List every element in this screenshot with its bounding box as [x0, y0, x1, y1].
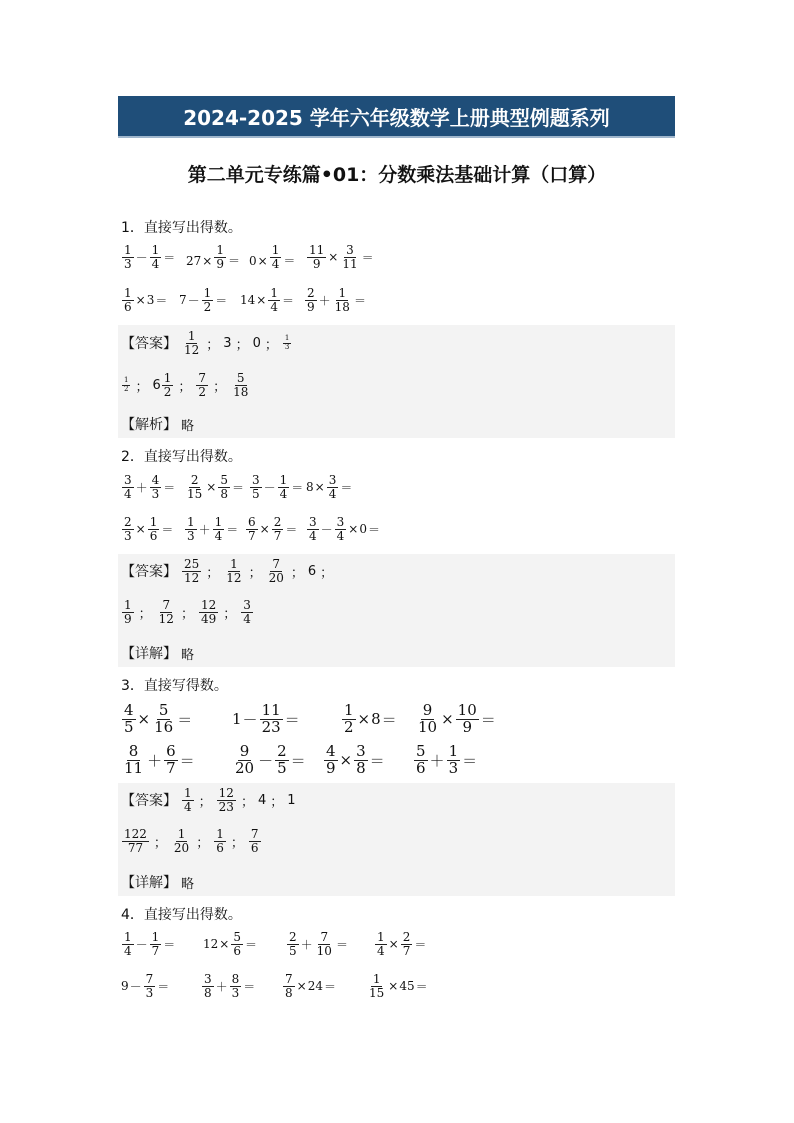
question-3-title: 3．直接写得数。	[121, 678, 228, 694]
expression: $\frac{4}{5}$ × $\frac{5}{16}$ ＝	[124, 701, 193, 736]
expression: 14 × $\frac{1}{4}$ ＝	[240, 286, 294, 314]
expression: $\frac{1}{3}$ ＋ $\frac{1}{4}$ ＝	[187, 515, 239, 543]
expression: $\frac{1}{2}$ × 8 ＝	[344, 701, 397, 736]
question-1-title: 1．直接写出得数。	[121, 220, 242, 236]
expression: 0 × $\frac{1}{4}$ ＝	[249, 243, 296, 271]
expression: 12 × $\frac{5}{6}$ ＝	[203, 930, 257, 958]
detail-row: 【详解】 略	[121, 646, 195, 663]
answer-row: $\frac{1}{2}$ ； 6 $\frac{1}{2}$ ； $\frac{7}{2}$ ； $\frac{5}{18}$	[124, 371, 249, 399]
expression: $\frac{1}{3}$ － $\frac{1}{4}$ ＝	[124, 243, 176, 271]
expression: $\frac{2}{9}$ ＋ $\frac{1}{18}$ ＝	[307, 286, 366, 314]
expression: $\frac{7}{8}$ × 24 ＝	[285, 972, 336, 1000]
expression: 8 × $\frac{3}{4}$ ＝	[306, 473, 353, 501]
series-banner	[118, 96, 675, 138]
expression: $\frac{3}{4}$ － $\frac{3}{4}$ × 0 ＝	[309, 515, 381, 543]
expression: $\frac{5}{6}$ ＋ $\frac{1}{3}$ ＝	[416, 742, 478, 777]
question-4-title: 4．直接写出得数。	[121, 907, 242, 923]
answer-row: 【答案】 $\frac{1}{12}$ ； 3 ； 0 ； $\frac{1}{3}$	[121, 329, 290, 357]
question-2-title: 2．直接写出得数。	[121, 449, 242, 465]
expression: 7 － $\frac{1}{2}$ ＝	[179, 286, 228, 314]
analysis-row: 【解析】 略	[121, 417, 195, 434]
answer-row: 【答案】 $\frac{1}{4}$ ； $\frac{12}{23}$ ； 4 ； 1	[121, 786, 296, 814]
answer-row: $\frac{1}{9}$ ； $\frac{7}{12}$ ； $\frac{12}{49}$ ； $\frac{3}{4}$	[124, 598, 251, 626]
series-title: 2024-2025 学年六年级数学上册典型例题系列	[183, 105, 610, 130]
expression: $\frac{9}{10}$ × $\frac{10}{9}$ ＝	[418, 701, 496, 736]
expression: $\frac{3}{5}$ － $\frac{1}{4}$ ＝	[252, 473, 304, 501]
expression: $\frac{6}{7}$ × $\frac{2}{7}$ ＝	[248, 515, 298, 543]
expression: $\frac{1}{4}$ － $\frac{1}{7}$ ＝	[124, 930, 176, 958]
answer-row: 【答案】 $\frac{25}{12}$ ； $\frac{1}{12}$ ； $\frac{7}{20}$ ； 6 ；	[121, 557, 334, 585]
expression: $\frac{1}{15}$ × 45 ＝	[369, 972, 428, 1000]
expression: 27 × $\frac{1}{9}$ ＝	[186, 243, 240, 271]
expression: $\frac{4}{9}$ × $\frac{3}{8}$ ＝	[326, 742, 385, 777]
answer-row: $\frac{122}{77}$ ； $\frac{1}{20}$ ； $\frac{1}{6}$ ； $\frac{7}{6}$	[124, 827, 259, 855]
expression: $\frac{1}{6}$ × 3 ＝	[124, 286, 168, 314]
expression: 9 － $\frac{7}{3}$ ＝	[121, 972, 170, 1000]
expression: 1 － $\frac{11}{23}$ ＝	[232, 701, 300, 736]
expression: $\frac{9}{20}$ － $\frac{2}{5}$ ＝	[235, 742, 306, 777]
expression: $\frac{3}{8}$ ＋ $\frac{8}{3}$ ＝	[204, 972, 256, 1000]
page-title: 第二单元专练篇•01：分数乘法基础计算（口算）	[187, 164, 607, 186]
expression: $\frac{2}{15}$ × $\frac{5}{8}$ ＝	[187, 473, 244, 501]
expression: $\frac{11}{9}$ × $\frac{3}{11}$ ＝	[309, 243, 374, 271]
expression: $\frac{8}{11}$ ＋ $\frac{6}{7}$ ＝	[124, 742, 195, 777]
expression: $\frac{1}{4}$ × $\frac{2}{7}$ ＝	[377, 930, 427, 958]
expression: $\frac{2}{3}$ × $\frac{1}{6}$ ＝	[124, 515, 174, 543]
detail-row: 【详解】 略	[121, 875, 195, 892]
expression: $\frac{2}{5}$ ＋ $\frac{7}{10}$ ＝	[289, 930, 348, 958]
expression: $\frac{3}{4}$ ＋ $\frac{4}{3}$ ＝	[124, 473, 176, 501]
